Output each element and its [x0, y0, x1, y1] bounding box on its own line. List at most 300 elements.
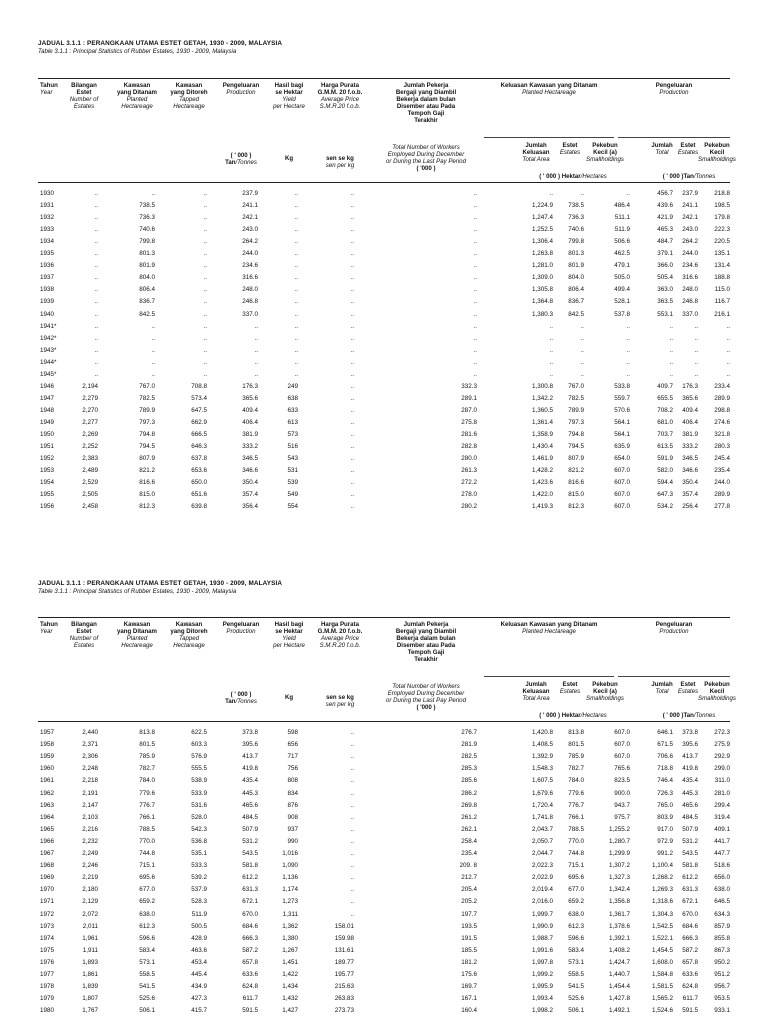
cell-price: .. — [350, 346, 354, 354]
cell-yield: .. — [294, 358, 298, 366]
cell-prod-estates: 633.6 — [682, 971, 698, 978]
cell-prod-smallholdings: 299.0 — [714, 765, 730, 773]
cell-tapped: 708.8 — [191, 382, 207, 390]
cell-planted: .. — [151, 346, 155, 354]
hdr-estates-ms-2: Bilangan — [71, 621, 97, 628]
cell-estates: 1,807 — [82, 995, 98, 1003]
hdr-total-en-2: Total Area — [522, 695, 550, 702]
cell-planted: 807.9 — [139, 455, 155, 463]
hdr-unit-hektar: ( ' 000 ) Hektar — [539, 173, 581, 180]
hdr-tapped-en2-2: Hectareage — [173, 642, 205, 649]
cell-planted: 804.0 — [139, 274, 155, 282]
cell-workers: 282.8 — [461, 443, 477, 451]
cell-prod-estates: 241.1 — [682, 202, 698, 210]
cell-area-estates: .. — [580, 322, 584, 330]
cell-estates: 2,216 — [82, 825, 98, 833]
hdr-unit-tan2: ( ' 000 )Tan — [662, 173, 694, 180]
cell-area-estates: 782.7 — [568, 765, 584, 773]
cell-prod-total: 671.5 — [657, 741, 673, 749]
cell-price: .. — [350, 443, 354, 451]
table-row — [38, 983, 730, 995]
table-title-en-2: Table 3.1.1 : Principal Statistics of Rubber Estates, 1930 - 2009, Malaysia — [38, 588, 237, 595]
cell-area-total: 1,364.8 — [531, 298, 553, 306]
table-header-top — [38, 78, 736, 190]
cell-year: 1970 — [40, 886, 55, 894]
cell-workers: 282.5 — [461, 753, 477, 761]
cell-year: 1949 — [40, 418, 55, 426]
cell-prod-estates: 316.6 — [682, 274, 698, 282]
hdr-estates-ms: Bilangan — [71, 82, 97, 89]
cell-planted: 740.6 — [139, 226, 155, 234]
cell-planted: 842.5 — [139, 310, 155, 318]
hdr-small-ms1-2: Pekebun — [592, 681, 618, 688]
cell-prod-total: 1,304.3 — [651, 910, 673, 918]
cell-production: 373.8 — [242, 729, 258, 736]
cell-area-estates: 836.7 — [568, 298, 584, 306]
cell-yield: 554 — [287, 503, 298, 511]
cell-planted: .. — [151, 322, 155, 330]
cell-year: 1930 — [40, 190, 55, 197]
hdr-unit-hektar-2: ( ' 000 ) Hektar — [539, 712, 581, 719]
cell-area-total: 1,461.9 — [531, 455, 553, 463]
hdr-planted-ms-2: Kawasan — [123, 621, 151, 628]
cell-tapped: .. — [203, 238, 207, 246]
cell-estates: 1,961 — [82, 934, 98, 942]
table-row — [38, 347, 730, 359]
cell-prod-total: 1,100.4 — [651, 862, 673, 870]
cell-price: .. — [350, 418, 354, 426]
cell-year: 1952 — [40, 455, 55, 463]
cell-area-estates: 794.5 — [568, 443, 584, 451]
cell-planted: 813.8 — [139, 729, 155, 736]
cell-area-smallholdings: 1,361.7 — [608, 910, 630, 918]
cell-prod-estates: 543.5 — [682, 850, 698, 857]
cell-estates: .. — [94, 190, 98, 197]
cell-area-total: 1,342.2 — [531, 394, 553, 402]
cell-year: 1958 — [40, 741, 55, 749]
cell-area-estates: 541.5 — [568, 983, 584, 991]
cell-yield: 990 — [287, 837, 298, 845]
cell-workers: 191.5 — [461, 934, 477, 942]
cell-year: 1937 — [40, 274, 55, 282]
cell-workers: 209. 8 — [459, 862, 477, 870]
cell-production: 264.2 — [242, 238, 258, 246]
cell-area-total: 1,224.9 — [531, 202, 553, 210]
cell-prod-smallholdings: 857.9 — [714, 922, 730, 930]
hdr-year-ms-2: Tahun — [40, 621, 58, 628]
cell-area-total: 1,252.5 — [531, 226, 553, 234]
cell-price: .. — [350, 358, 354, 366]
cell-price: .. — [350, 334, 354, 342]
cell-estates: 2,489 — [82, 467, 98, 475]
cell-year: 1979 — [40, 995, 55, 1003]
cell-yield: 1,090 — [282, 862, 298, 870]
cell-production: 672.1 — [242, 898, 258, 906]
cell-area-smallholdings: 533.8 — [614, 382, 630, 390]
cell-prod-total: 366.0 — [657, 262, 673, 270]
cell-area-estates: 659.2 — [568, 898, 584, 906]
cell-area-smallholdings: 635.9 — [614, 443, 630, 451]
cell-production: .. — [254, 346, 258, 354]
hdr-production-en: Production — [659, 89, 689, 96]
cell-tapped: 666.5 — [191, 431, 207, 438]
cell-prod-smallholdings: 299.4 — [714, 801, 730, 809]
cell-workers: 286.2 — [461, 789, 477, 797]
cell-yield: 598 — [287, 729, 298, 736]
cell-tapped: 576.9 — [191, 753, 207, 761]
cell-prod-total: 708.2 — [657, 406, 673, 414]
hdr-year-en: Year — [40, 89, 53, 96]
cell-estates: 1,893 — [82, 958, 98, 966]
cell-prod-smallholdings: 220.5 — [714, 238, 730, 246]
cell-planted: 596.6 — [139, 934, 155, 942]
cell-year: 1968 — [40, 862, 55, 870]
cell-area-smallholdings: 1,454.4 — [608, 983, 630, 991]
cell-area-estates: 782.5 — [568, 394, 584, 402]
cell-planted: 744.8 — [139, 850, 155, 857]
hdr-small-ms2-2: Kecil (a) — [593, 688, 617, 695]
cell-planted: 558.5 — [139, 971, 155, 978]
table-row — [38, 491, 730, 503]
cell-prod-smallholdings: 289.9 — [714, 491, 730, 499]
cell-production: 624.8 — [242, 983, 258, 991]
cell-price: .. — [350, 394, 354, 402]
hdr-total-ms1: Jumlah — [525, 142, 547, 149]
cell-prod-estates: .. — [694, 346, 698, 354]
cell-prod-total: 647.3 — [657, 491, 673, 499]
cell-area-total: 1,306.4 — [531, 238, 553, 246]
cell-prod-total: 594.4 — [657, 479, 673, 487]
cell-yield: 937 — [287, 825, 298, 833]
cell-yield: 876 — [287, 801, 298, 809]
cell-area-total: 2,022.3 — [531, 862, 553, 870]
cell-year: 1940 — [40, 310, 55, 318]
cell-prod-total: .. — [669, 358, 673, 366]
cell-estates: .. — [94, 286, 98, 294]
cell-yield: 656 — [287, 741, 298, 749]
hdr-psmall-ms2-2: Kecil — [709, 688, 725, 695]
hdr-estet-en: Estates — [559, 149, 581, 156]
cell-area-estates: 573.1 — [568, 958, 584, 966]
cell-estates: 2,011 — [82, 922, 98, 930]
cell-production: 445.3 — [242, 789, 258, 797]
cell-prod-smallholdings: 646.5 — [714, 898, 730, 906]
hdr-estates-en-2: Number of — [69, 635, 99, 642]
cell-prod-total: 582.0 — [657, 467, 673, 475]
cell-prod-smallholdings: 216.1 — [714, 310, 730, 318]
hdr-workers-ms2: Bergaji yang Diambil — [395, 89, 457, 96]
cell-prod-estates: 631.3 — [682, 886, 698, 894]
hdr-planted-ms2-2: yang Ditanam — [117, 628, 157, 635]
cell-area-estates: 506.1 — [568, 1007, 584, 1015]
cell-price: 215.63 — [334, 983, 354, 991]
cell-area-total: 1,309.0 — [531, 274, 553, 282]
cell-area-estates: 740.6 — [568, 226, 584, 234]
cell-area-estates: .. — [580, 358, 584, 366]
hdr-estet-ms-2: Estet — [562, 681, 578, 688]
cell-yield: 908 — [287, 813, 298, 821]
hdr-estates-en: Number of — [69, 96, 99, 103]
cell-workers: 205.2 — [461, 898, 477, 906]
hdr-yield-en2: per Hectare — [273, 103, 305, 110]
cell-planted: 789.9 — [139, 406, 155, 414]
cell-area-smallholdings: 1,342.4 — [608, 886, 630, 894]
cell-production: 633.6 — [242, 971, 258, 978]
cell-workers: 197.7 — [461, 910, 477, 918]
cell-prod-smallholdings: 281.0 — [714, 789, 730, 797]
cell-prod-total: 1,269.3 — [651, 886, 673, 894]
cell-price: .. — [350, 238, 354, 246]
cell-area-smallholdings: .. — [626, 370, 630, 378]
cell-yield: 543 — [287, 455, 298, 463]
cell-prod-estates: 507.9 — [682, 825, 698, 833]
cell-area-smallholdings: 1,492.1 — [608, 1007, 630, 1015]
cell-yield: .. — [294, 262, 298, 270]
cell-workers: .. — [473, 286, 477, 294]
cell-prod-smallholdings: 311.0 — [714, 777, 730, 785]
cell-price: 263.83 — [334, 995, 354, 1003]
cell-prod-total: .. — [669, 334, 673, 342]
hdr-workers-en1-2: Total Number of Workers — [392, 683, 460, 690]
cell-yield: .. — [294, 334, 298, 342]
cell-production: 666.3 — [242, 934, 258, 942]
cell-prod-smallholdings: 245.4 — [714, 455, 730, 463]
cell-area-smallholdings: 900.0 — [614, 789, 630, 797]
cell-tapped: 622.5 — [191, 729, 207, 736]
cell-prod-smallholdings: 518.6 — [714, 862, 730, 870]
cell-area-estates: 842.5 — [568, 310, 584, 318]
cell-year: 1971 — [40, 898, 55, 906]
hdr-workers-ms2-2: Bergaji yang Diambil — [395, 628, 457, 635]
cell-production: 243.0 — [242, 226, 258, 234]
cell-prod-total: 363.5 — [657, 298, 673, 306]
cell-yield: 1,174 — [282, 886, 298, 894]
cell-planted: 782.7 — [139, 765, 155, 773]
cell-area-estates: .. — [580, 334, 584, 342]
cell-area-estates: 766.1 — [568, 813, 584, 821]
cell-area-total: 1,720.4 — [531, 801, 553, 809]
cell-area-smallholdings: 607.0 — [614, 729, 630, 736]
cell-estates: 2,269 — [82, 431, 98, 438]
cell-yield: 249 — [287, 382, 298, 390]
cell-area-smallholdings: 1,356.8 — [608, 898, 630, 906]
table-row — [38, 765, 730, 777]
cell-workers: .. — [473, 262, 477, 270]
cell-price: 131.61 — [334, 946, 354, 954]
cell-planted: 677.0 — [139, 886, 155, 894]
cell-yield: 531 — [287, 467, 298, 475]
cell-production: 657.8 — [242, 958, 258, 966]
cell-area-estates: 797.3 — [568, 418, 584, 426]
cell-yield: .. — [294, 370, 298, 378]
table-row — [38, 323, 730, 335]
table-row — [38, 443, 730, 455]
cell-prod-estates: 406.4 — [682, 418, 698, 426]
cell-planted: 816.6 — [139, 479, 155, 487]
cell-prod-total: 1,584.8 — [651, 971, 673, 978]
cell-estates: .. — [94, 346, 98, 354]
cell-prod-total: 553.1 — [657, 310, 673, 318]
cell-workers: .. — [473, 202, 477, 210]
cell-production: 356.4 — [242, 503, 258, 511]
cell-workers: 332.3 — [461, 382, 477, 390]
hdr-unit-tonnes2-2: /Tonnes — [693, 712, 716, 719]
hdr-unit-workers-2: ( '000 ) — [416, 704, 436, 711]
cell-prod-smallholdings: 244.0 — [714, 479, 730, 487]
cell-area-total: 2,019.4 — [531, 886, 553, 894]
cell-year: 1939 — [40, 298, 55, 306]
cell-area-estates: 806.4 — [568, 286, 584, 294]
cell-area-total: 1,991.6 — [531, 946, 553, 954]
cell-prod-total: 1,524.6 — [651, 1007, 673, 1015]
cell-planted: 766.1 — [139, 813, 155, 821]
cell-area-smallholdings: 559.7 — [614, 394, 630, 402]
cell-price: 158.01 — [334, 922, 354, 930]
cell-prod-smallholdings: 179.8 — [714, 214, 730, 222]
cell-year: 1964 — [40, 813, 55, 821]
cell-estates: 2,191 — [82, 789, 98, 797]
cell-year: 1934 — [40, 238, 55, 246]
cell-planted: 799.8 — [139, 238, 155, 246]
cell-prod-smallholdings: 222.3 — [714, 226, 730, 234]
cell-price: .. — [350, 226, 354, 234]
cell-area-smallholdings: .. — [626, 346, 630, 354]
cell-production: .. — [254, 370, 258, 378]
cell-planted: 815.0 — [139, 491, 155, 499]
cell-estates: 2,458 — [82, 503, 98, 511]
cell-year: 1945* — [40, 370, 57, 378]
cell-price: .. — [350, 765, 354, 773]
cell-prod-estates: 581.8 — [682, 862, 698, 870]
cell-tapped: 500.5 — [191, 922, 207, 930]
cell-area-estates: 638.0 — [568, 910, 584, 918]
cell-area-smallholdings: 537.8 — [614, 310, 630, 318]
cell-tapped: 428.9 — [191, 934, 207, 942]
cell-estates: .. — [94, 310, 98, 318]
cell-prod-smallholdings: 198.5 — [714, 202, 730, 210]
cell-price: .. — [350, 190, 354, 197]
cell-price: 189.77 — [334, 958, 354, 966]
cell-estates: .. — [94, 298, 98, 306]
cell-workers: 287.0 — [461, 406, 477, 414]
cell-yield: 756 — [287, 765, 298, 773]
cell-year: 1972 — [40, 910, 55, 918]
cell-prod-smallholdings: 447.7 — [714, 850, 730, 857]
cell-area-total: 1,300.8 — [531, 382, 553, 390]
cell-prod-smallholdings: 275.9 — [714, 741, 730, 749]
cell-prod-total: 746.4 — [657, 777, 673, 785]
hdr-yield-ms2: se Hektar — [275, 89, 303, 96]
cell-area-total: 1,360.5 — [531, 406, 553, 414]
table-row — [38, 850, 730, 862]
cell-tapped: 603.3 — [191, 741, 207, 749]
cell-prod-estates: 395.6 — [682, 741, 698, 749]
cell-prod-total: 484.7 — [657, 238, 673, 246]
cell-tapped: 537.9 — [191, 886, 207, 894]
cell-prod-smallholdings: 289.9 — [714, 394, 730, 402]
hdr-tapped-en2: Hectareage — [173, 103, 205, 110]
cell-workers: 167.1 — [461, 995, 477, 1003]
cell-estates: .. — [94, 226, 98, 234]
table-row — [38, 311, 730, 323]
cell-price: .. — [350, 286, 354, 294]
cell-area-smallholdings: 505.0 — [614, 274, 630, 282]
cell-year: 1951 — [40, 443, 55, 451]
cell-area-smallholdings: 1,392.1 — [608, 934, 630, 942]
cell-planted: 797.3 — [139, 418, 155, 426]
cell-prod-smallholdings: 951.2 — [714, 971, 730, 978]
hdr-price-en-2: Average Price — [320, 635, 360, 642]
hdr-tapped-en-2: Tapped — [178, 635, 200, 642]
cell-prod-total: 1,522.1 — [651, 934, 673, 942]
cell-planted: 801.5 — [139, 741, 155, 749]
cell-planted: 785.9 — [139, 753, 155, 761]
cell-area-estates: 715.1 — [568, 862, 584, 870]
cell-prod-estates: 357.4 — [682, 491, 698, 499]
cell-area-estates: 612.3 — [568, 922, 584, 930]
cell-yield: 1,311 — [282, 910, 298, 918]
cell-production: 684.6 — [242, 922, 258, 930]
table-row — [38, 407, 730, 419]
cell-area-smallholdings: 499.4 — [614, 286, 630, 294]
cell-tapped: 539.2 — [191, 874, 207, 882]
cell-estates: 2,505 — [82, 491, 98, 499]
cell-estates: 2,277 — [82, 418, 98, 426]
table-row — [38, 971, 730, 983]
cell-planted: 776.7 — [139, 801, 155, 809]
cell-area-estates: 784.0 — [568, 777, 584, 785]
cell-tapped: 650.0 — [191, 479, 207, 487]
cell-prod-smallholdings: 319.4 — [714, 813, 730, 821]
cell-prod-smallholdings: 634.3 — [714, 910, 730, 918]
cell-production: 234.6 — [242, 262, 258, 270]
hdr-ptotal-ms-2: Jumlah — [651, 681, 673, 688]
cell-tapped: 653.6 — [191, 467, 207, 475]
cell-planted: 541.5 — [139, 983, 155, 991]
cell-production: 333.2 — [242, 443, 258, 451]
hdr-workers-ms5: Tempoh Gaji — [407, 110, 445, 117]
table-row — [38, 729, 730, 741]
cell-workers: .. — [473, 310, 477, 318]
cell-yield: 633 — [287, 406, 298, 414]
cell-planted: 770.0 — [139, 837, 155, 845]
cell-prod-smallholdings: 280.3 — [714, 443, 730, 451]
hdr-unit-tan-2: Tan — [225, 698, 236, 705]
cell-production: 316.6 — [242, 274, 258, 282]
cell-price: .. — [350, 503, 354, 511]
cell-tapped: .. — [203, 202, 207, 210]
cell-workers: 280.2 — [461, 503, 477, 511]
cell-area-estates: 807.9 — [568, 455, 584, 463]
cell-tapped: 662.9 — [191, 418, 207, 426]
cell-yield: .. — [294, 298, 298, 306]
cell-tapped: 511.9 — [191, 910, 207, 918]
table-row — [38, 959, 730, 971]
table-row — [38, 753, 730, 765]
hdr-unit-hectares-2: /Hectares — [580, 712, 607, 719]
cell-area-smallholdings: .. — [626, 190, 630, 197]
cell-production: 248.0 — [242, 286, 258, 294]
cell-price: .. — [350, 850, 354, 857]
table-row — [38, 995, 730, 1007]
cell-year: 1936 — [40, 262, 55, 270]
cell-prod-smallholdings: 298.8 — [714, 406, 730, 414]
cell-prod-estates: 373.8 — [682, 729, 698, 736]
cell-yield: 1,422 — [282, 971, 298, 978]
cell-tapped: 453.4 — [191, 958, 207, 966]
cell-year: 1969 — [40, 874, 55, 882]
cell-area-smallholdings: .. — [626, 334, 630, 342]
